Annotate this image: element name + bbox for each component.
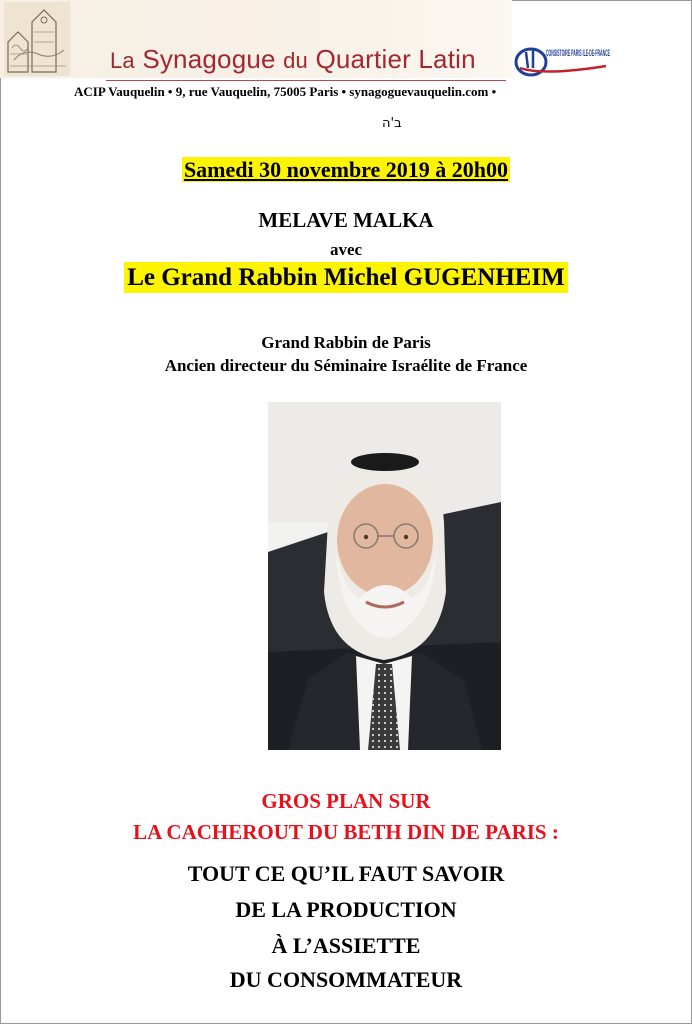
topic-line-1: TOUT CE QU’IL FAUT SAVOIR — [187, 861, 505, 886]
avec-label: avec — [329, 240, 363, 259]
consistoire-logo — [514, 42, 614, 82]
speaker-name: Le Grand Rabbin Michel GUGENHEIM — [0, 264, 692, 292]
topic-line-3: À L’ASSIETTE — [271, 933, 421, 958]
topic-red-line-2: LA CACHEROUT DU BETH DIN DE PARIS : — [133, 820, 559, 844]
event-date: Samedi 30 novembre 2019 à 20h00 — [183, 157, 509, 182]
speaker-portrait-photo — [268, 402, 501, 750]
header-divider — [106, 80, 506, 81]
logo-wordmark: CONSISTOIRE PARIS ILE-DE-FRANCE — [546, 48, 610, 58]
speaker-role-1: Grand Rabbin de Paris — [261, 333, 431, 352]
topic-red-line-1: GROS PLAN SUR — [261, 789, 431, 813]
synagogue-title: La Synagogue du Quartier Latin — [110, 44, 476, 74]
hebrew-mark: ב'ה — [382, 116, 402, 131]
topic-line-4: DU CONSOMMATEUR — [229, 967, 463, 992]
event-title: MELAVE MALKA — [258, 208, 434, 232]
topic-line-2: DE LA PRODUCTION — [235, 897, 457, 922]
speaker-role-2: Ancien directeur du Séminaire Israélite de France — [164, 356, 528, 375]
header-address: ACIP Vauquelin • 9, rue Vauquelin, 75005 Paris • synagoguevauquelin.com • — [74, 84, 497, 99]
engraving-illustration — [4, 2, 70, 76]
